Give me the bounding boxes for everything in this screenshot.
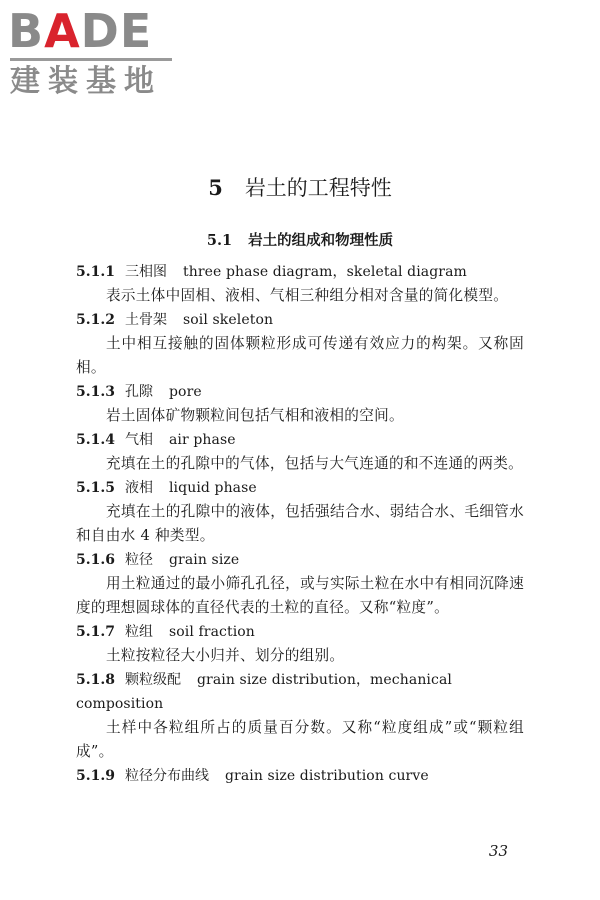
term-id: 5.1.9 [76,768,115,784]
term-definition: 用土粒通过的最小筛孔孔径，或与实际土粒在水中有相同沉降速度的理想圆球体的直径代表的土粒的直径。又称“粒度”。 [76,575,524,616]
term-id: 5.1.5 [76,480,115,496]
page-number: 33 [488,842,508,860]
term-chinese: 三相图 [124,264,167,280]
term-definition: 充填在土的孔隙中的液体，包括强结合水、弱结合水、毛细管水和自由水 4 种类型。 [76,503,524,544]
term-line [76,380,524,404]
term-english: three phase diagram，skeletal diagram [182,264,467,280]
glossary-entry [76,476,524,548]
term-definition: 土粒按粒径大小归并、划分的组别。 [106,647,345,664]
term-chinese: 粒径分布曲线 [124,768,209,784]
term-english: grain size [168,552,240,568]
section-title [0,229,600,250]
term-line [76,764,524,788]
term-line [76,476,524,500]
glossary-entry [76,764,524,788]
term-definition: 土中相互接触的固体颗粒形成可传递有效应力的构架。又称固相。 [76,335,524,376]
chapter-title [0,172,600,202]
glossary-entry [76,380,524,428]
term-line [76,548,524,572]
term-id: 5.1.6 [76,552,115,568]
term-chinese: 颗粒级配 [124,672,181,688]
glossary-entry [76,620,524,668]
term-definition: 土样中各粒组所占的质量百分数。又称“粒度组成”或“颗粒组成”。 [76,719,524,760]
glossary-entry [76,548,524,620]
term-english: soil fraction [168,624,255,640]
logo-wordmark: BADE [8,4,153,58]
section-title-text: 岩土的组成和物理性质 [248,233,394,249]
term-id: 5.1.3 [76,384,115,400]
term-line [76,428,524,452]
term-english: liquid phase [168,480,257,496]
term-line [76,260,524,284]
term-english: soil skeleton [182,312,274,328]
term-chinese: 液相 [124,480,153,496]
logo-divider [10,58,172,61]
chapter-number: 5 [208,175,223,200]
term-id: 5.1.1 [76,264,115,280]
term-id: 5.1.2 [76,312,115,328]
section-number: 5.1 [206,232,233,249]
glossary-entry [76,308,524,380]
glossary-entry [76,428,524,476]
term-id: 5.1.4 [76,432,115,448]
term-chinese: 气相 [124,432,153,448]
term-line [76,308,524,332]
term-chinese: 粒组 [124,624,153,640]
term-definition: 充填在土的孔隙中的气体，包括与大气连通的和不连通的两类。 [106,455,524,472]
term-english: grain size distribution curve [224,768,429,784]
glossary-entries [76,260,524,788]
term-id: 5.1.8 [76,672,115,688]
term-chinese: 孔隙 [124,384,153,400]
term-chinese: 粒径 [124,552,153,568]
term-line [76,668,524,716]
logo-subtitle: 建装基地 [10,64,162,99]
chapter-title-text: 岩土的工程特性 [244,176,392,200]
term-english: pore [168,384,202,400]
term-english: air phase [168,432,236,448]
glossary-entry [76,260,524,308]
glossary-entry [76,668,524,764]
term-definition: 表示土体中固相、液相、气相三种组分相对含量的简化模型。 [106,287,509,304]
bade-logo [8,6,178,99]
term-chinese: 土骨架 [124,312,167,328]
term-definition: 岩土固体矿物颗粒间包括气相和液相的空间。 [106,407,404,424]
term-english: grain size distribution，mechanical composition [76,672,452,712]
term-line [76,620,524,644]
term-id: 5.1.7 [76,624,115,640]
